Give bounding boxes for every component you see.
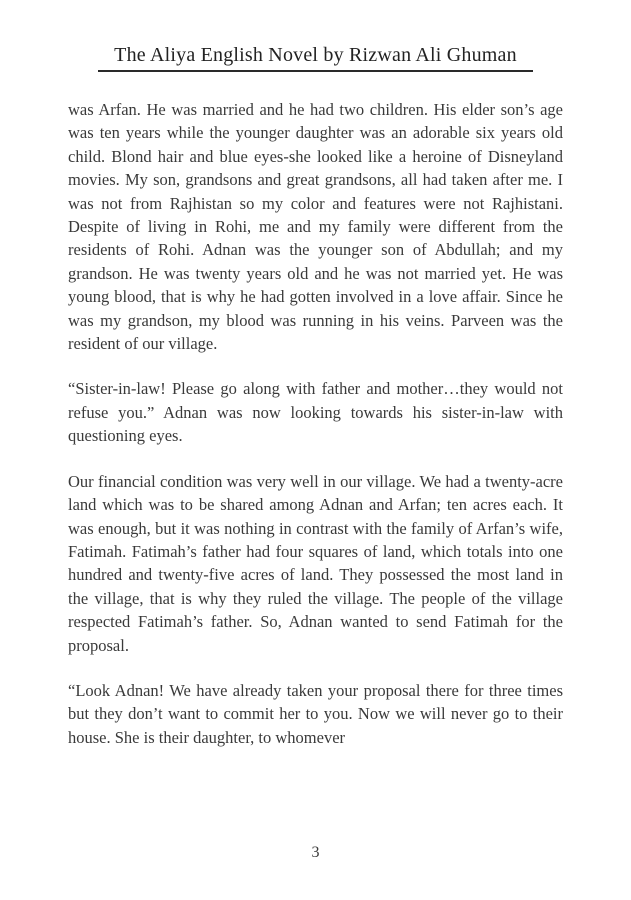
page-title: The Aliya English Novel by Rizwan Ali Ghuman (98, 44, 533, 72)
paragraph-4: “Look Adnan! We have already taken your proposal there for three times but they don’t want to commit her to you. Now we will never go to their house. She is their daughter, to whomever (68, 680, 563, 747)
paragraph-1: was Arfan. He was married and he had two children. His elder son’s age was ten years while the younger daughter was an adorable six years old child. Blond hair and blue eyes-she looked like a heroine of Disneyland movies. My son, grandsons and great grandsons, all had taken after me. I was not from Rajhistan so my color and features were not Rajhistani. Despite of living in Rohi, me and my family were different from the residents of Rohi. Adnan was the younger son of Abdullah; and my grandson. He was twenty years old and he was not married yet. He was young blood, that is why he had gotten involved in a love affair. Since he was my grandson, my blood was running in his veins. Parveen was the resident of our village. (68, 100, 563, 354)
page-header (0, 44, 631, 72)
body-text (68, 98, 563, 771)
paragraph-2: “Sister-in-law! Please go along with father and mother…they would not refuse you.” Adnan was now looking towards his sister-in-law with questioning eyes. (68, 379, 563, 446)
page-number: 3 (311, 844, 320, 861)
page-footer (0, 844, 631, 862)
paragraph-3: Our financial condition was very well in our village. We had a twenty-acre land which was to be shared among Adnan and Arfan; ten acres each. It was enough, but it was nothing in contrast with the family of Arfan’s wife, Fatimah. Fatimah’s father had four squares of land, which totals into one hundred and twenty-five acres of land. They possessed the most land in the village, that is why they ruled the village. The people of the village respected Fatimah’s father. So, Adnan wanted to send Fatimah for the proposal. (68, 471, 563, 655)
